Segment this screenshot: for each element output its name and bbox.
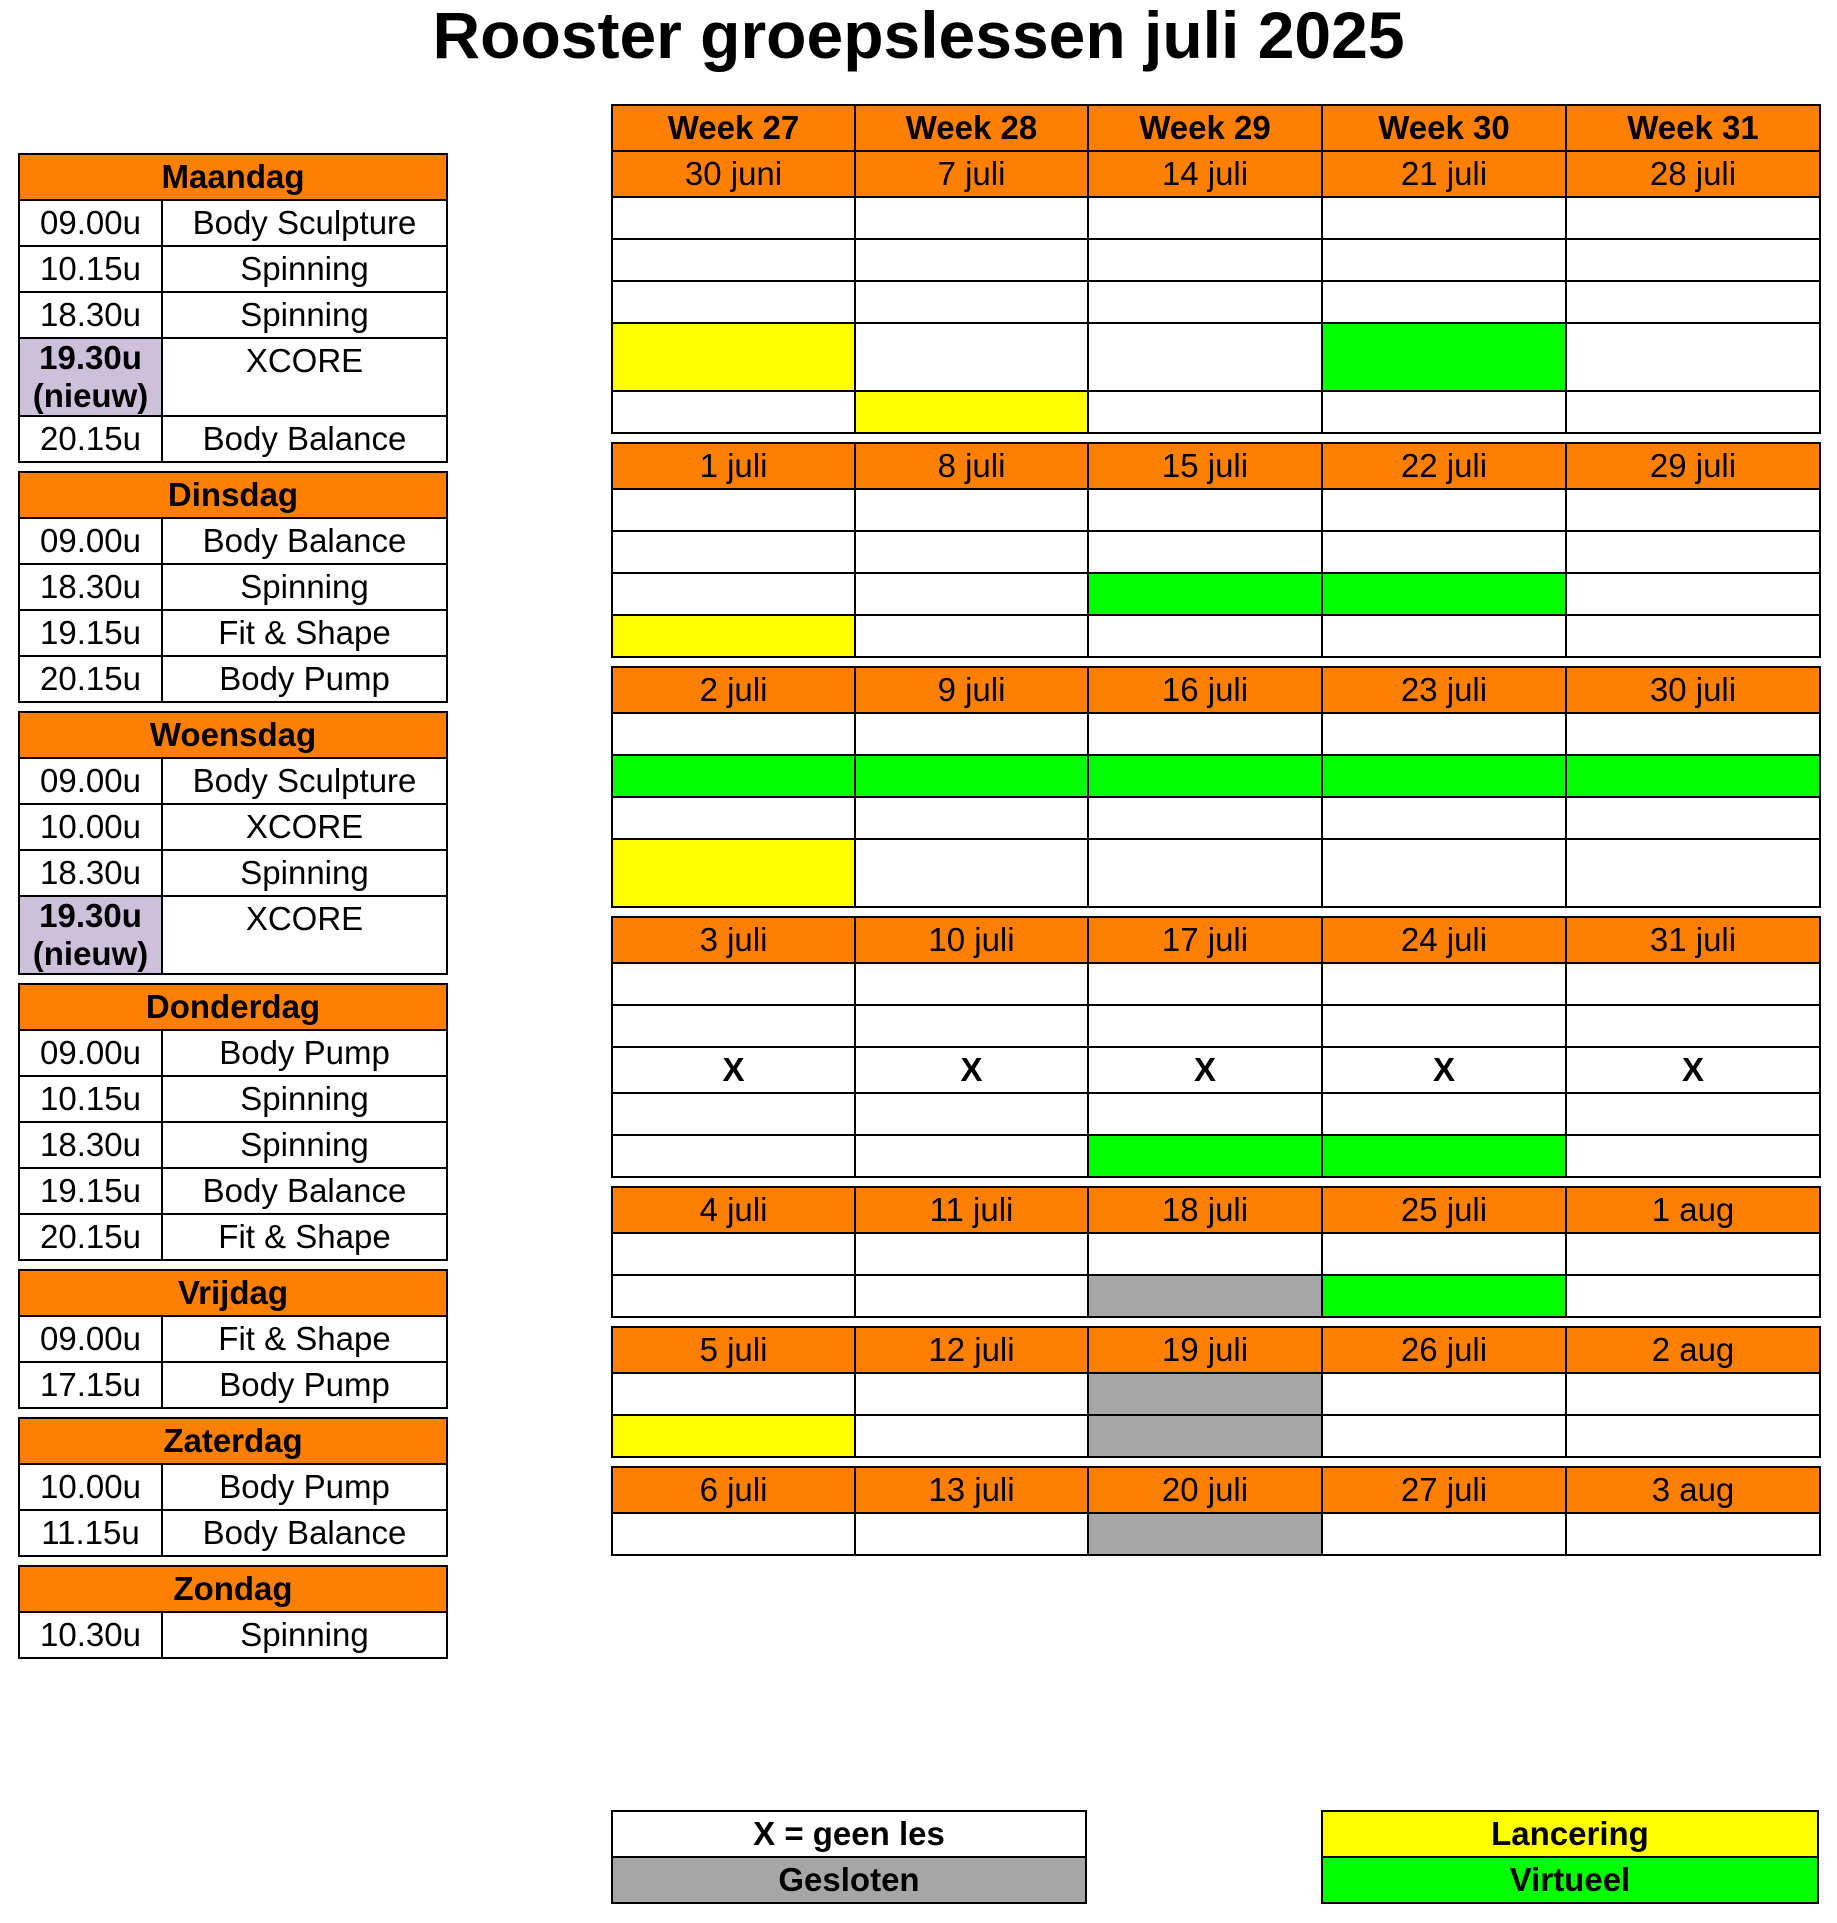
new-badge: (nieuw) <box>32 377 149 414</box>
schedule-cell <box>855 1415 1088 1457</box>
schedule-cell-virtueel <box>1322 573 1566 615</box>
date-header: 1 aug <box>1566 1187 1820 1233</box>
day-header: Dinsdag <box>19 472 447 518</box>
day-header: Zondag <box>19 1566 447 1612</box>
schedule-cell <box>1322 1005 1566 1047</box>
date-header: 5 juli <box>612 1327 855 1373</box>
page-title: Rooster groepslessen juli 2025 <box>432 0 1405 72</box>
class-time: 18.30u <box>19 292 162 338</box>
schedule-cell <box>1566 197 1820 239</box>
schedule-cell <box>612 1233 855 1275</box>
date-header: 11 juli <box>855 1187 1088 1233</box>
schedule-cell <box>1322 1093 1566 1135</box>
schedule-cell <box>855 963 1088 1005</box>
schedule-cell <box>855 197 1088 239</box>
schedule-cell <box>1322 197 1566 239</box>
schedule-cell <box>612 797 855 839</box>
class-name: XCORE <box>162 804 447 850</box>
schedule-cell <box>612 963 855 1005</box>
schedule-cell <box>1322 1513 1566 1555</box>
schedule-cell <box>612 1373 855 1415</box>
schedule-cell <box>855 797 1088 839</box>
schedule-cell-gesloten <box>1088 1415 1322 1457</box>
schedule-cell <box>855 1093 1088 1135</box>
class-name: Body Pump <box>162 656 447 702</box>
schedule-cell-gesloten <box>1088 1275 1322 1317</box>
class-time: 10.15u <box>19 1076 162 1122</box>
schedule-cell <box>1088 197 1322 239</box>
schedule-cell <box>855 1275 1088 1317</box>
class-time: 18.30u <box>19 850 162 896</box>
class-time: 10.30u <box>19 1612 162 1658</box>
class-time: 11.15u <box>19 1510 162 1556</box>
schedule-cell-virtueel <box>1322 1275 1566 1317</box>
schedule-cell-virtueel <box>1322 755 1566 797</box>
schedule-cell <box>612 489 855 531</box>
date-header: 27 juli <box>1322 1467 1566 1513</box>
schedule-cell <box>1566 713 1820 755</box>
class-time: 19.15u <box>19 610 162 656</box>
schedule-cell <box>855 1233 1088 1275</box>
class-name: Spinning <box>162 1122 447 1168</box>
schedule-cell <box>1322 963 1566 1005</box>
spacer <box>19 1260 447 1270</box>
date-header: 31 juli <box>1566 917 1820 963</box>
legend-geen-les: X = geen les <box>612 1811 1086 1857</box>
schedule-cell-x: X <box>1322 1047 1566 1093</box>
schedule-cell <box>1322 713 1566 755</box>
schedule-cell <box>612 713 855 755</box>
date-header: 18 juli <box>1088 1187 1322 1233</box>
schedule-cell <box>855 1005 1088 1047</box>
date-header: 24 juli <box>1322 917 1566 963</box>
legend-right <box>1321 1810 1819 1904</box>
date-header: 4 juli <box>612 1187 855 1233</box>
schedule-cell <box>1322 489 1566 531</box>
schedule-cell <box>1088 615 1322 657</box>
schedule-cell <box>855 713 1088 755</box>
schedule-cell <box>1322 839 1566 907</box>
schedule-cell <box>1088 1233 1322 1275</box>
date-header: 16 juli <box>1088 667 1322 713</box>
spacer <box>612 657 1820 667</box>
schedule-cell <box>1088 239 1322 281</box>
schedule-cell <box>1088 391 1322 433</box>
class-name: Spinning <box>162 1612 447 1658</box>
spacer <box>19 702 447 712</box>
schedule-cell <box>1566 1513 1820 1555</box>
schedule-cell <box>1566 1373 1820 1415</box>
week-header: Week 27 <box>612 105 855 151</box>
schedule-cell <box>1088 323 1322 391</box>
date-header: 20 juli <box>1088 1467 1322 1513</box>
schedule-cell <box>1322 531 1566 573</box>
week-header: Week 28 <box>855 105 1088 151</box>
schedule-cell <box>1566 1275 1820 1317</box>
schedule-cell-lancering <box>612 1415 855 1457</box>
spacer <box>19 1408 447 1418</box>
schedule-cell <box>1566 323 1820 391</box>
class-time: 09.00u <box>19 758 162 804</box>
schedule-cell <box>1566 1135 1820 1177</box>
date-header: 3 juli <box>612 917 855 963</box>
class-name: Body Balance <box>162 416 447 462</box>
date-header: 7 juli <box>855 151 1088 197</box>
date-header: 6 juli <box>612 1467 855 1513</box>
legend-lancering: Lancering <box>1322 1811 1818 1857</box>
schedule-cell <box>1088 489 1322 531</box>
schedule-cell <box>1566 239 1820 281</box>
schedule-cell <box>1322 239 1566 281</box>
schedule-cell <box>1566 615 1820 657</box>
class-name: Body Sculpture <box>162 200 447 246</box>
schedule-cell <box>612 281 855 323</box>
class-time: 10.15u <box>19 246 162 292</box>
class-time: 09.00u <box>19 1030 162 1076</box>
class-name: XCORE <box>162 896 447 974</box>
schedule-cell-virtueel <box>612 755 855 797</box>
schedule-cell <box>612 197 855 239</box>
date-header: 15 juli <box>1088 443 1322 489</box>
spacer <box>612 907 1820 917</box>
schedule-cell <box>1322 615 1566 657</box>
schedule-cell <box>1088 1093 1322 1135</box>
schedule-cell <box>612 1513 855 1555</box>
spacer <box>612 433 1820 443</box>
class-time: 09.00u <box>19 1316 162 1362</box>
schedule-cell <box>855 323 1088 391</box>
schedule-cell <box>855 489 1088 531</box>
class-time: 20.15u <box>19 656 162 702</box>
schedule-cell <box>1088 531 1322 573</box>
date-header: 13 juli <box>855 1467 1088 1513</box>
class-time-value: 19.30u <box>39 897 142 934</box>
schedule-cell-gesloten <box>1088 1373 1322 1415</box>
class-list-table <box>18 153 448 1659</box>
schedule-cell <box>612 239 855 281</box>
schedule-cell <box>855 531 1088 573</box>
schedule-cell <box>612 391 855 433</box>
schedule-cell <box>1566 1233 1820 1275</box>
day-header: Zaterdag <box>19 1418 447 1464</box>
week-header: Week 30 <box>1322 105 1566 151</box>
spacer <box>612 1177 1820 1187</box>
schedule-cell <box>612 531 855 573</box>
date-header: 3 aug <box>1566 1467 1820 1513</box>
schedule-cell-virtueel <box>1322 323 1566 391</box>
weekly-schedule-grid <box>611 104 1821 1556</box>
schedule-cell <box>612 1005 855 1047</box>
schedule-cell-lancering <box>855 391 1088 433</box>
schedule-cell <box>855 1373 1088 1415</box>
schedule-cell-x: X <box>1566 1047 1820 1093</box>
schedule-cell <box>612 1093 855 1135</box>
day-header: Maandag <box>19 154 447 200</box>
class-time: 10.00u <box>19 804 162 850</box>
schedule-cell <box>1322 1415 1566 1457</box>
schedule-cell <box>1566 531 1820 573</box>
date-header: 26 juli <box>1322 1327 1566 1373</box>
class-name: Body Pump <box>162 1362 447 1408</box>
schedule-cell-lancering <box>612 615 855 657</box>
class-time-value: 19.30u <box>39 339 142 376</box>
schedule-cell-x: X <box>1088 1047 1322 1093</box>
schedule-cell <box>1088 963 1322 1005</box>
spacer <box>612 1317 1820 1327</box>
legend-gesloten: Gesloten <box>612 1857 1086 1903</box>
class-time <box>19 338 162 416</box>
schedule-cell-virtueel <box>1566 755 1820 797</box>
class-name: Fit & Shape <box>162 610 447 656</box>
class-name: XCORE <box>162 338 447 416</box>
schedule-cell-virtueel <box>1088 573 1322 615</box>
schedule-cell <box>1566 281 1820 323</box>
schedule-cell <box>612 1135 855 1177</box>
date-header: 19 juli <box>1088 1327 1322 1373</box>
date-header: 30 juli <box>1566 667 1820 713</box>
class-time: 20.15u <box>19 1214 162 1260</box>
date-header: 2 aug <box>1566 1327 1820 1373</box>
date-header: 29 juli <box>1566 443 1820 489</box>
date-header: 23 juli <box>1322 667 1566 713</box>
spacer <box>19 1556 447 1566</box>
class-time: 18.30u <box>19 1122 162 1168</box>
schedule-cell-lancering <box>612 839 855 907</box>
new-badge: (nieuw) <box>32 935 149 972</box>
schedule-cell <box>1566 573 1820 615</box>
class-name: Fit & Shape <box>162 1316 447 1362</box>
legend-virtueel: Virtueel <box>1322 1857 1818 1903</box>
class-time: 20.15u <box>19 416 162 462</box>
schedule-cell-x: X <box>855 1047 1088 1093</box>
week-header: Week 29 <box>1088 105 1322 151</box>
class-name: Body Pump <box>162 1464 447 1510</box>
legend-left <box>611 1810 1087 1904</box>
class-time: 18.30u <box>19 564 162 610</box>
schedule-cell <box>1566 797 1820 839</box>
date-header: 25 juli <box>1322 1187 1566 1233</box>
schedule-cell <box>1566 489 1820 531</box>
schedule-cell-virtueel <box>1088 755 1322 797</box>
date-header: 21 juli <box>1322 151 1566 197</box>
schedule-cell <box>855 1135 1088 1177</box>
class-name: Body Balance <box>162 518 447 564</box>
schedule-cell <box>1566 1415 1820 1457</box>
class-time: 17.15u <box>19 1362 162 1408</box>
schedule-cell-x: X <box>612 1047 855 1093</box>
schedule-cell <box>1322 391 1566 433</box>
schedule-cell <box>1322 797 1566 839</box>
date-header: 22 juli <box>1322 443 1566 489</box>
schedule-cell <box>1566 1093 1820 1135</box>
date-header: 30 juni <box>612 151 855 197</box>
date-header: 9 juli <box>855 667 1088 713</box>
date-header: 8 juli <box>855 443 1088 489</box>
schedule-cell <box>1322 1233 1566 1275</box>
schedule-cell <box>1088 713 1322 755</box>
spacer <box>19 462 447 472</box>
spacer <box>612 1457 1820 1467</box>
class-time: 09.00u <box>19 518 162 564</box>
class-time: 10.00u <box>19 1464 162 1510</box>
class-name: Body Sculpture <box>162 758 447 804</box>
class-name: Body Balance <box>162 1168 447 1214</box>
schedule-cell <box>855 573 1088 615</box>
day-header: Woensdag <box>19 712 447 758</box>
day-header: Vrijdag <box>19 1270 447 1316</box>
schedule-cell-virtueel <box>1322 1135 1566 1177</box>
class-name: Fit & Shape <box>162 1214 447 1260</box>
schedule-cell <box>1322 1373 1566 1415</box>
spacer <box>19 974 447 984</box>
schedule-cell <box>855 615 1088 657</box>
date-header: 14 juli <box>1088 151 1322 197</box>
schedule-cell <box>1088 281 1322 323</box>
schedule-cell <box>1566 963 1820 1005</box>
date-header: 17 juli <box>1088 917 1322 963</box>
schedule-cell <box>1088 797 1322 839</box>
schedule-cell <box>1322 281 1566 323</box>
schedule-cell-virtueel <box>855 755 1088 797</box>
schedule-cell <box>1566 391 1820 433</box>
class-name: Spinning <box>162 246 447 292</box>
schedule-cell <box>855 839 1088 907</box>
schedule-cell <box>1566 839 1820 907</box>
schedule-cell-gesloten <box>1088 1513 1322 1555</box>
schedule-cell <box>855 281 1088 323</box>
class-name: Spinning <box>162 850 447 896</box>
date-header: 10 juli <box>855 917 1088 963</box>
schedule-cell <box>612 573 855 615</box>
class-name: Body Balance <box>162 1510 447 1556</box>
schedule-cell <box>1566 1005 1820 1047</box>
week-header: Week 31 <box>1566 105 1820 151</box>
schedule-cell-virtueel <box>1088 1135 1322 1177</box>
class-name: Spinning <box>162 564 447 610</box>
schedule-cell <box>855 239 1088 281</box>
class-name: Spinning <box>162 292 447 338</box>
class-name: Body Pump <box>162 1030 447 1076</box>
schedule-cell <box>1088 1005 1322 1047</box>
schedule-cell <box>612 1275 855 1317</box>
date-header: 28 juli <box>1566 151 1820 197</box>
class-name: Spinning <box>162 1076 447 1122</box>
class-time: 09.00u <box>19 200 162 246</box>
schedule-cell <box>855 1513 1088 1555</box>
day-header: Donderdag <box>19 984 447 1030</box>
class-time: 19.15u <box>19 1168 162 1214</box>
class-time <box>19 896 162 974</box>
date-header: 1 juli <box>612 443 855 489</box>
schedule-cell-lancering <box>612 323 855 391</box>
date-header: 2 juli <box>612 667 855 713</box>
schedule-cell <box>1088 839 1322 907</box>
date-header: 12 juli <box>855 1327 1088 1373</box>
